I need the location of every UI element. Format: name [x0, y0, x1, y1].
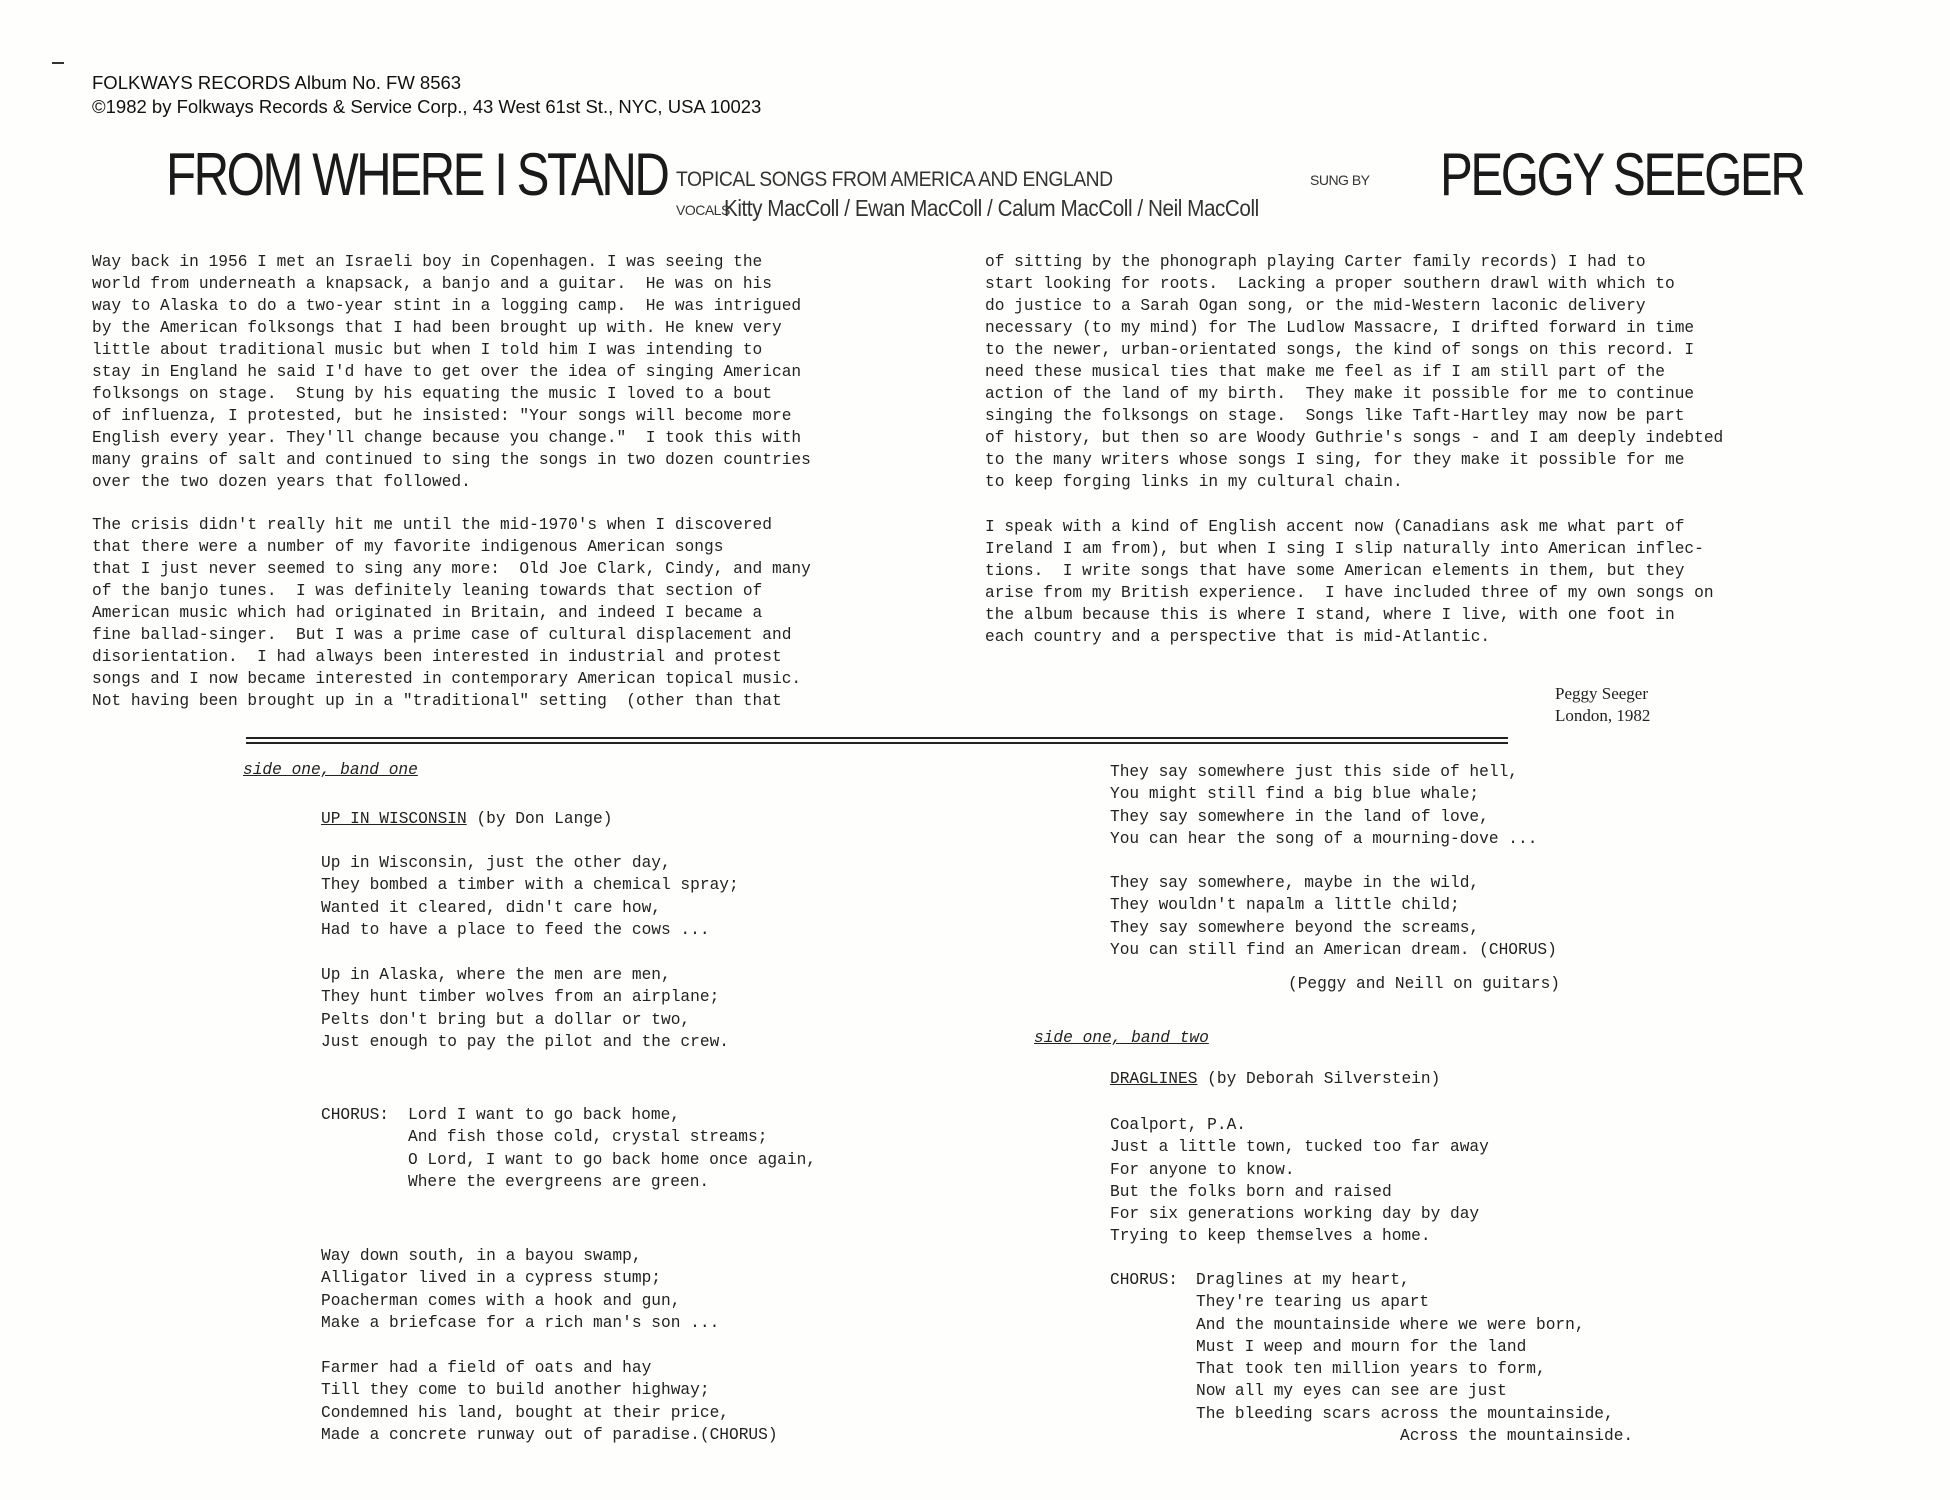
song-title-line	[321, 810, 612, 828]
notes-paragraph-3: of sitting by the phonograph playing Carter family records) I had to start looking for roots. Lacking a proper southern drawl with which to do justice to a Sarah Ogan song, or the mid-Western laconic delivery necessary (to my mind) for The Ludlow Massacre, I drifted forward in time to the newer, urban-orientated songs, the kind of songs on this record. I need these musical ties that make me feel as if I am still part of the action of the land of my birth. They make it possible for me to continue singing the folksongs on stage. Songs like Taft-Hartley may now be part of history, but then so are Woody Guthrie's songs - and I am deeply indebted to the many writers whose songs I sing, for they make it possible for me to keep forging links in my cultural chain.	[985, 253, 1724, 491]
verse-5: They say somewhere just this side of hell, You might still find a big blue whale; They say somewhere in the land of love, You can hear the song of a mourning-dove ...	[1110, 763, 1538, 848]
scan-mark	[52, 62, 64, 64]
performer-credit: (Peggy and Neill on guitars)	[1288, 975, 1560, 993]
vocals-label: VOCALS	[676, 202, 730, 218]
chorus-label: CHORUS:	[1110, 1271, 1178, 1289]
signature	[1555, 683, 1650, 727]
album-subtitle: TOPICAL SONGS FROM AMERICA AND ENGLAND	[676, 168, 1113, 191]
copyright-line: ©1982 by Folkways Records & Service Corp., 43 West 61st St., NYC, USA 10023	[92, 96, 762, 117]
divider-rule	[246, 742, 1508, 744]
verse-2: Up in Alaska, where the men are men, They hunt timber wolves from an airplane; Pelts don't bring but a dollar or two, Just enough to pay the pilot and the crew.	[321, 966, 729, 1051]
song-credit: (by Deborah Silverstein)	[1207, 1070, 1441, 1088]
song-credit: (by Don Lange)	[476, 810, 613, 828]
song-title-line	[1110, 1070, 1440, 1088]
sung-by-label: SUNG BY	[1310, 172, 1370, 188]
artist-name: PEGGY SEEGER	[1440, 141, 1804, 208]
album-title: FROM WHERE I STAND	[166, 141, 668, 208]
verse-4: Farmer had a field of oats and hay Till they come to build another highway; Condemned his land, bought at their price, Made a concrete runway out of paradise.(CHORUS)	[321, 1359, 778, 1444]
chorus: Draglines at my heart, They're tearing us apart And the mountainside where we were born, Must I weep and mourn for the land That took ten million years to form, Now all my eyes can see are just The bleeding scars across the mountainside, Across the mountainside.	[1196, 1271, 1634, 1446]
vocals-credits: Kitty MacColl / Ewan MacColl / Calum MacColl / Neil MacColl	[724, 195, 1259, 221]
verse-6: They say somewhere, maybe in the wild, They wouldn't napalm a little child; They say somewhere beyond the screams, You can still find an American dream. (CHORUS)	[1110, 874, 1557, 959]
band-label: side one, band one	[243, 761, 418, 779]
band-label: side one, band two	[1034, 1029, 1209, 1047]
album-header	[92, 71, 761, 119]
signature-place: London, 1982	[1555, 706, 1651, 725]
signature-name: Peggy Seeger	[1555, 684, 1649, 703]
notes-paragraph-2: The crisis didn't really hit me until the mid-1970's when I discovered that there were a number of my favorite indigenous American songs that I just never seemed to sing any more: Old Joe Clark, Cindy, and many of the banjo tunes. I was definitely leaning towards that section of American music which had originated in Britain, and indeed I became a fine ballad-singer. But I was a prime case of cultural displacement and disorientation. I had always been interested in industrial and protest songs and I now became interested in contemporary American topical music. Not having been brought up in a "traditional" setting (other than that	[92, 516, 811, 710]
verse-1: Up in Wisconsin, just the other day, They bombed a timber with a chemical spray; Wanted it cleared, didn't care how, Had to have a place to feed the cows ...	[321, 854, 739, 939]
chorus: Lord I want to go back home, And fish those cold, crystal streams; O Lord, I want to go back home once again, Where the evergreens are green.	[408, 1106, 816, 1191]
verse-1: Coalport, P.A. Just a little town, tucked too far away For anyone to know. But the folks born and raised For six generations working day by day Trying to keep themselves a home.	[1110, 1116, 1489, 1246]
notes-paragraph-1: Way back in 1956 I met an Israeli boy in Copenhagen. I was seeing the world from underneath a knapsack, a banjo and a guitar. He was on his way to Alaska to do a two-year stint in a logging camp. He was intrigued by the American folksongs that I had been brought up with. He knew very little about traditional music but when I told him I was intending to stay in England he said I'd have to get over the idea of singing American folksongs on stage. Stung by his equating the music I loved to a bout of influenza, I protested, but he insisted: "Your songs will become more English every year. They'll change because you change." I took this with many grains of salt and continued to sing the songs in two dozen countries over the two dozen years that followed.	[92, 253, 811, 491]
album-number: FOLKWAYS RECORDS Album No. FW 8563	[92, 72, 462, 93]
notes-paragraph-4: I speak with a kind of English accent now (Canadians ask me what part of Ireland I am from), but when I sing I slip naturally into American inflec- tions. I write songs that have some American elements in them, but they arise from my British experience. I have included three of my own songs on the album because this is where I stand, where I live, with one foot in each country and a perspective that is mid-Atlantic.	[985, 518, 1714, 646]
song-title: UP IN WISCONSIN	[321, 810, 467, 828]
chorus-label: CHORUS:	[321, 1106, 389, 1124]
song-title: DRAGLINES	[1110, 1070, 1198, 1088]
divider-rule	[246, 737, 1508, 739]
verse-3: Way down south, in a bayou swamp, Alligator lived in a cypress stump; Poacherman comes with a hook and gun, Make a briefcase for a rich man's son ...	[321, 1247, 720, 1332]
